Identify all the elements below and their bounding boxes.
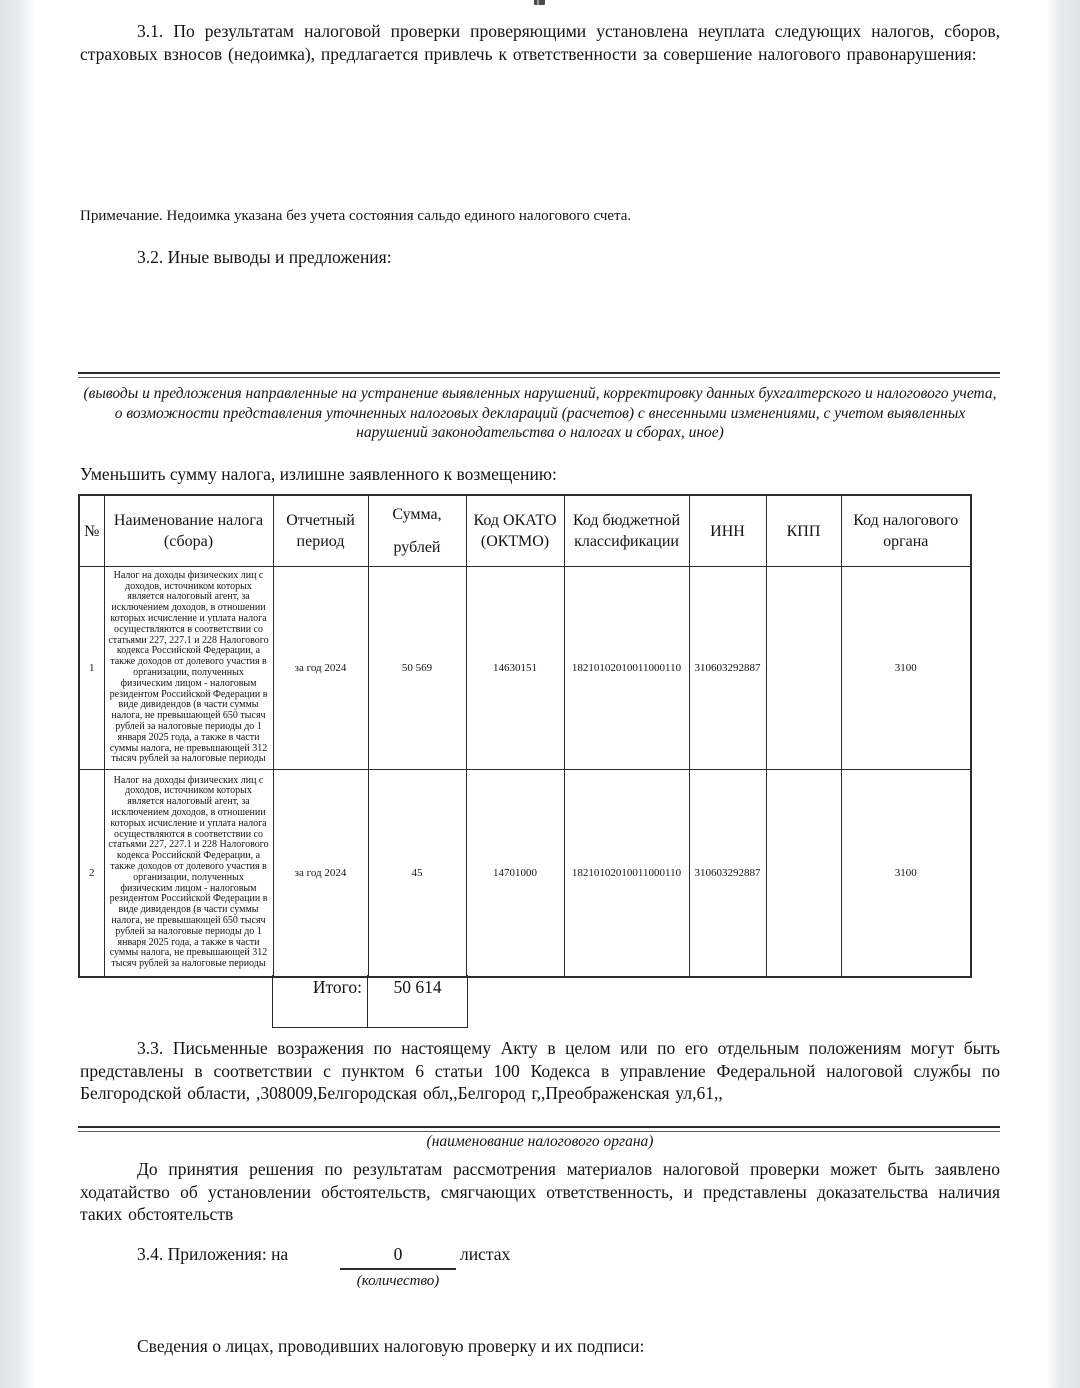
col-header-kbk: Код бюджетной классификации [564, 495, 689, 567]
cell-number: 2 [79, 770, 104, 977]
paragraph-3-1: 3.1. По результатам налоговой проверки проверяющими установлена неуплата следующих налогов, сборов, страховых взносов (недоимка), предлагается привлечь к ответственности за совершение налогового правонарушения: [80, 21, 1000, 64]
col-header-tax-name: Наименование налога (сбора) [104, 495, 273, 567]
heading-3-2: 3.2. Иные выводы и предложения: [137, 247, 392, 267]
cell-kbk: 18210102010011000110 [564, 567, 689, 770]
cell-kpp [766, 567, 841, 770]
tax-authority-fill-rule [78, 1126, 1000, 1132]
table-header-row [79, 495, 971, 567]
caption-tax-authority: (наименование налогового органа) [426, 1133, 654, 1150]
table-row [79, 567, 971, 770]
attachments-count-field: 0 [340, 1244, 456, 1270]
cell-kpp [766, 770, 841, 977]
cell-inn: 310603292887 [689, 567, 766, 770]
cell-kbk: 18210102010011000110 [564, 770, 689, 977]
fill-in-rule [78, 372, 1000, 378]
cell-okato: 14701000 [466, 770, 564, 977]
attachments-label: 3.4. Приложения: на [137, 1244, 289, 1264]
cell-tax-authority-code: 3100 [841, 567, 971, 770]
total-label: Итого: [273, 975, 368, 1027]
note-nedoimka: Примечание. Недоимка указана без учета состояния сальдо единого налогового счета. [80, 208, 632, 224]
col-header-period: Отчетный период [273, 495, 368, 567]
cell-period: за год 2024 [273, 770, 368, 977]
cell-tax-name: Налог на доходы физических лиц с доходов, источником которых является налоговый агент, за исключением доходов, в отношении которых исчисление и уплата налога осуществляются в соответствии со статьями 227, 227.1 и 228 Налогового кодекса Российской Федерации, а также доходов от долевого участия в организации, полученных физическим лицом - налоговым резидентом Российской Федерации в виде дивидендов (в части суммы налога, не превышающей 650 тысяч рублей за налоговые периоды до 1 января 2025 года, а также в части суммы налога, не превышающей 312 тысяч рублей за налоговые периоды [104, 770, 273, 977]
cell-tax-authority-code: 3100 [841, 770, 971, 977]
col-header-number: № [79, 495, 104, 567]
table-total-row [272, 975, 468, 1028]
paragraph-3-3: 3.3. Письменные возражения по настоящему Акту в целом или по его отдельным положениям могут быть представлены в соответствии с пунктом 6 статьи 100 Кодекса в управление Федеральной налоговой службы по Белгородской области, ,308009,Белгородская обл,,Белгород г,,Преображенская ул,61,, [80, 1038, 1000, 1103]
page-left-margin-shadow [0, 0, 34, 1388]
cell-period: за год 2024 [273, 567, 368, 770]
cell-inn: 310603292887 [689, 770, 766, 977]
col-header-okato: Код ОКАТО (ОКТМО) [466, 495, 564, 567]
cell-number: 1 [79, 567, 104, 770]
attachments-suffix: листах [460, 1244, 511, 1264]
cell-okato: 14630151 [466, 567, 564, 770]
cut-off-page-number [534, 0, 545, 5]
total-value: 50 614 [393, 977, 442, 997]
page-right-margin-shadow [1046, 0, 1080, 1388]
attachments-line [0, 1244, 1080, 1294]
caption-conclusions: (выводы и предложения направленные на устранение выявленных нарушений, корректировку данных бухгалтерского и налогового учета, о возможности представления уточненных налоговых деклараций (расчетов) с внесенными изменениями, с учетом выявленных нарушений законодательства о налогах и сборах, иное) [83, 385, 997, 441]
cell-amount: 45 [368, 770, 466, 977]
table-row [79, 770, 971, 977]
final-line: Сведения о лицах, проводивших налоговую проверку и их подписи: [137, 1336, 645, 1356]
col-header-inn: ИНН [689, 495, 766, 567]
cell-amount: 50 569 [368, 567, 466, 770]
cell-tax-name: Налог на доходы физических лиц с доходов, источником которых является налоговый агент, за исключением доходов, в отношении которых исчисление и уплата налога осуществляются в соответствии со статьями 227, 227.1 и 228 Налогового кодекса Российской Федерации, а также доходов от долевого участия в организации, полученных физическим лицом - налоговым резидентом Российской Федерации в виде дивидендов (в части суммы налога, не превышающей 650 тысяч рублей за налоговые периоды до 1 января 2025 года, а также в части суммы налога, не превышающей 312 тысяч рублей за налоговые периоды [104, 567, 273, 770]
col-header-sum: Сумма, рублей [368, 495, 466, 567]
paragraph-decision: До принятия решения по результатам рассмотрения материалов налоговой проверки может быть заявлено ходатайство об установлении обстоятельств, смягчающих ответственность, и представлены доказательства наличия таких обстоятельств [80, 1159, 1000, 1224]
tax-table [78, 494, 972, 978]
col-header-tax-authority: Код налогового органа [841, 495, 971, 567]
caption-quantity: (количество) [356, 1273, 440, 1289]
reduce-tax-heading: Уменьшить сумму налога, излишне заявленного к возмещению: [80, 464, 557, 484]
col-header-kpp: КПП [766, 495, 841, 567]
